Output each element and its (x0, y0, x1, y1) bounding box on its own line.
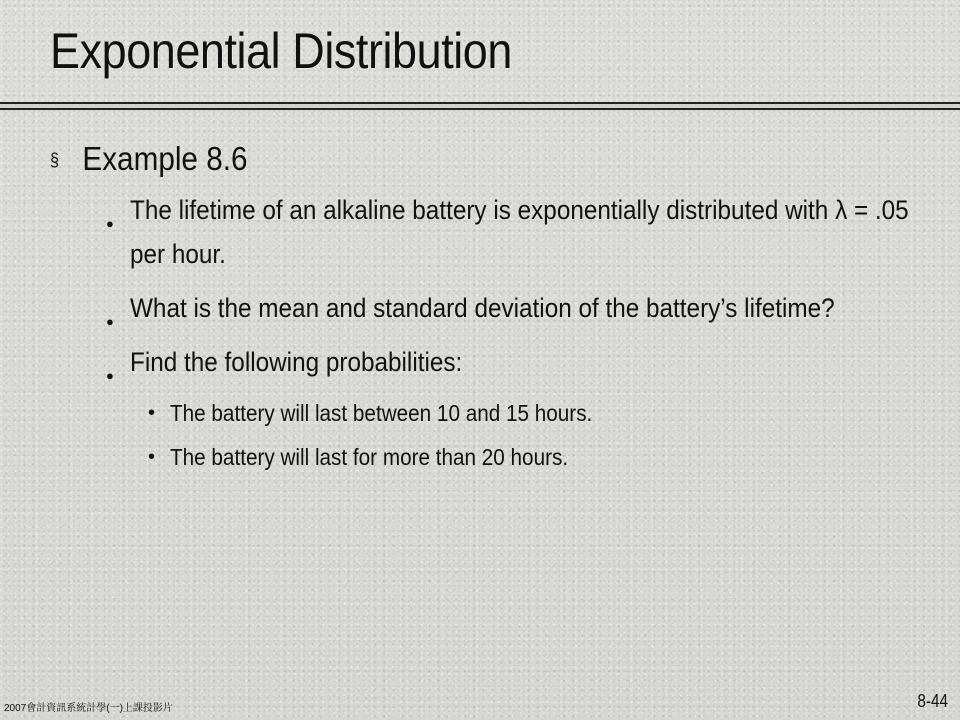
slide-title: Exponential Distribution (50, 23, 512, 79)
dot-bullet-icon: • (148, 402, 156, 424)
sub-list-item-text: The battery will last for more than 20 hours. (170, 444, 569, 470)
list-item (50, 286, 930, 330)
list-item (50, 340, 930, 384)
round-bullet-icon: ● (106, 314, 114, 329)
sub-list-item (50, 442, 930, 472)
example-heading (50, 140, 842, 178)
dot-bullet-icon: • (148, 446, 156, 468)
round-bullet-icon: ● (106, 368, 114, 383)
title-divider (0, 102, 960, 110)
example-heading-text: Example 8.6 (82, 140, 248, 177)
list-item-text: What is the mean and standard deviation of the battery’s lifetime? (130, 293, 835, 323)
page-number: 8-44 (917, 691, 948, 711)
slide-content (50, 140, 930, 472)
round-bullet-icon: ● (106, 216, 114, 231)
sub-list-item-text: The battery will last between 10 and 15 hours. (170, 400, 593, 426)
square-bullet-icon: § (50, 150, 60, 170)
footer-course-label: 2007會計資訊系統計學(一)上課投影片 (4, 703, 173, 714)
list-item (50, 188, 930, 276)
list-item-text: Find the following probabilities: (130, 347, 463, 377)
sub-list-item (50, 398, 930, 428)
list-item-text: The lifetime of an alkaline battery is exponentially distributed with λ = .05 per hour. (130, 195, 909, 269)
